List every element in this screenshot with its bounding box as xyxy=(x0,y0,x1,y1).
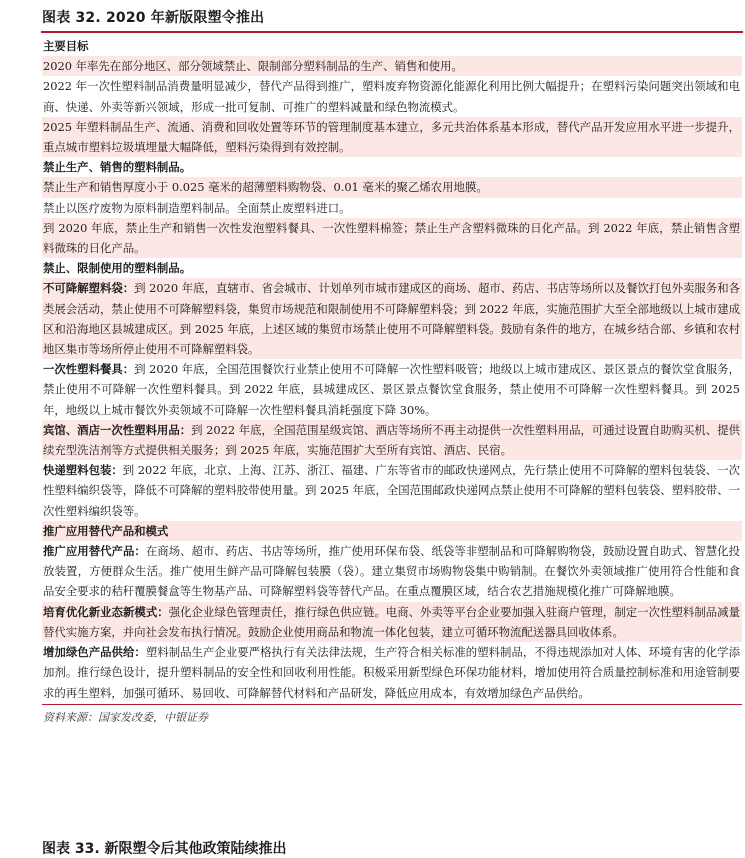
table-row xyxy=(42,460,742,521)
row-label: 一次性塑料餐具： xyxy=(43,362,135,377)
row-text: 到 2020 年底，全国范围餐饮行业禁止使用不可降解一次性塑料吸管；地级以上城市建成区、景区景点的餐饮堂食服务，禁止使用不可降解一次性塑料餐具。到 2022 年底，县城建成区、景区景点餐饮堂食服务，禁止使用不可降解一次性塑料餐具。到 2025 年，地级以上城市餐饮外卖领域不可降解一次性塑料餐具消耗强度下降 30%。 xyxy=(43,362,740,417)
row-text: 禁止生产和销售厚度小于 0.025 毫米的超薄塑料购物袋、0.01 毫米的聚乙烯农用地膜。 xyxy=(43,180,488,195)
section-heading: 禁止生产、销售的塑料制品。 xyxy=(43,160,192,175)
source-note: 资料来源：国家发改委，中银证券 xyxy=(43,710,208,724)
row-label: 增加绿色产品供给： xyxy=(43,645,146,660)
row-text: 2025 年塑料制品生产、流通、消费和回收处置等环节的管理制度基本建立，多元共治体系基本形成，替代产品开发应用水平进一步提升，重点城市塑料垃圾填埋量大幅降低，塑料污染得到有效控制。 xyxy=(43,119,740,155)
policy-rows xyxy=(42,36,742,703)
table-row xyxy=(42,198,742,218)
row-text: 塑料制品生产企业要严格执行有关法律法规，生产符合相关标准的塑料制品，不得违规添加对人体、环境有害的化学添加剂。推行绿色设计，提升塑料制品的安全性和回收利用性能。积极采用新型绿色环保功能材料，增加使用符合质量控制标准和用途管制要求的再生塑料，加强可循环、易回收、可降解替代材料和产品研发，降低应用成本，有效增加绿色产品供给。 xyxy=(43,645,740,700)
table-row xyxy=(42,177,742,197)
table-row xyxy=(42,420,742,460)
table-row xyxy=(42,117,742,157)
row-text: 在商场、超市、药店、书店等场所，推广使用环保布袋、纸袋等非塑制品和可降解购物袋，鼓励设置自助式、智慧化投放装置，方便群众生活。推广使用生鲜产品可降解包装膜（袋）。建立集贸市场购物袋集中购销制。在餐饮外卖领域推广使用符合性能和食品安全要求的秸秆覆膜餐盒等生物基产品、可降解塑料袋等替代产品。在重点覆膜区域，结合农艺措施规模化推广可降解地膜。 xyxy=(43,544,740,599)
title-rule xyxy=(41,31,743,33)
row-text: 2020 年率先在部分地区、部分领域禁止、限制部分塑料制品的生产、销售和使用。 xyxy=(43,59,463,74)
row-label: 快递塑料包装： xyxy=(43,463,123,478)
row-text: 到 2022 年底，全国范围星级宾馆、酒店等场所不再主动提供一次性塑料用品，可通过设置自助购买机、提供续充型洗洁剂等方式提供相关服务；到 2025 年底，实施范围扩大至所有宾馆、酒店、民宿。 xyxy=(43,422,740,458)
table-row xyxy=(42,541,742,602)
table-row xyxy=(42,602,742,642)
section-heading-row xyxy=(42,521,742,541)
policy-table xyxy=(42,36,742,725)
table-row xyxy=(42,278,742,359)
table-row xyxy=(42,359,742,420)
row-text: 到 2020 年底，直辖市、省会城市、计划单列市城市建成区的商场、超市、药店、书店等场所以及餐饮打包外卖服务和各类展会活动，禁止使用不可降解塑料袋，集贸市场规范和限制使用不可降解塑料袋；到 2022 年底，实施范围扩大至全部地级以上城市建成区和沿海地区县城建成区。到 2025 年底，上述区域的集贸市场禁止使用不可降解塑料袋。鼓励有条件的地方，在城乡结合部、乡镇和农村地区集市等场所停止使用不可降解塑料袋。 xyxy=(43,281,740,357)
figure-title: 图表 32. 2020 年新版限塑令推出 xyxy=(42,10,265,26)
row-label: 不可降解塑料袋： xyxy=(43,281,135,296)
row-text: 强化企业绿色管理责任，推行绿色供应链。电商、外卖等平台企业要加强入驻商户管理，制定一次性塑料制品减量替代实施方案，并向社会发布执行情况。鼓励企业使用商品和物流一体化包装，建立可循环物流配送器具回收体系。 xyxy=(43,604,740,639)
next-figure-title: 图表 33. 新限塑令后其他政策陆续推出 xyxy=(42,841,287,857)
row-label: 宾馆、酒店一次性塑料用品： xyxy=(43,422,192,437)
row-label: 推广应用替代产品： xyxy=(43,544,146,559)
table-bottom-rule xyxy=(42,704,742,705)
row-text: 禁止以医疗废物为原料制造塑料制品。全面禁止废塑料进口。 xyxy=(43,200,351,215)
row-label: 培育优化新业态新模式： xyxy=(43,604,169,619)
section-heading-row xyxy=(42,258,742,278)
row-text: 到 2022 年底，北京、上海、江苏、浙江、福建、广东等省市的邮政快递网点，先行禁止使用不可降解的塑料包装袋、一次性塑料编织袋等，降低不可降解的塑料胶带使用量。到 2025 年底，全国范围邮政快递网点禁止使用不可降解的塑料包装袋、塑料胶带、一次性塑料编织袋等。 xyxy=(43,463,740,518)
section-heading: 禁止、限制使用的塑料制品。 xyxy=(43,261,192,276)
table-row xyxy=(42,218,742,258)
row-text: 到 2020 年底，禁止生产和销售一次性发泡塑料餐具、一次性塑料棉签；禁止生产含塑料微珠的日化产品。到 2022 年底，禁止销售含塑料微珠的日化产品。 xyxy=(43,220,740,256)
section-heading-row xyxy=(42,36,742,56)
section-heading-row xyxy=(42,157,742,177)
section-heading: 推广应用替代产品和模式 xyxy=(43,523,169,538)
section-heading: 主要目标 xyxy=(43,39,89,53)
table-row xyxy=(42,56,742,76)
row-text: 2022 年一次性塑料制品消费量明显减少，替代产品得到推广，塑料废弃物资源化能源化利用比例大幅提升；在塑料污染问题突出领域和电商、快递、外卖等新兴领域，形成一批可复制、可推广的塑料减量和绿色物流模式。 xyxy=(43,79,740,114)
table-row xyxy=(42,642,742,703)
table-row xyxy=(42,76,742,116)
